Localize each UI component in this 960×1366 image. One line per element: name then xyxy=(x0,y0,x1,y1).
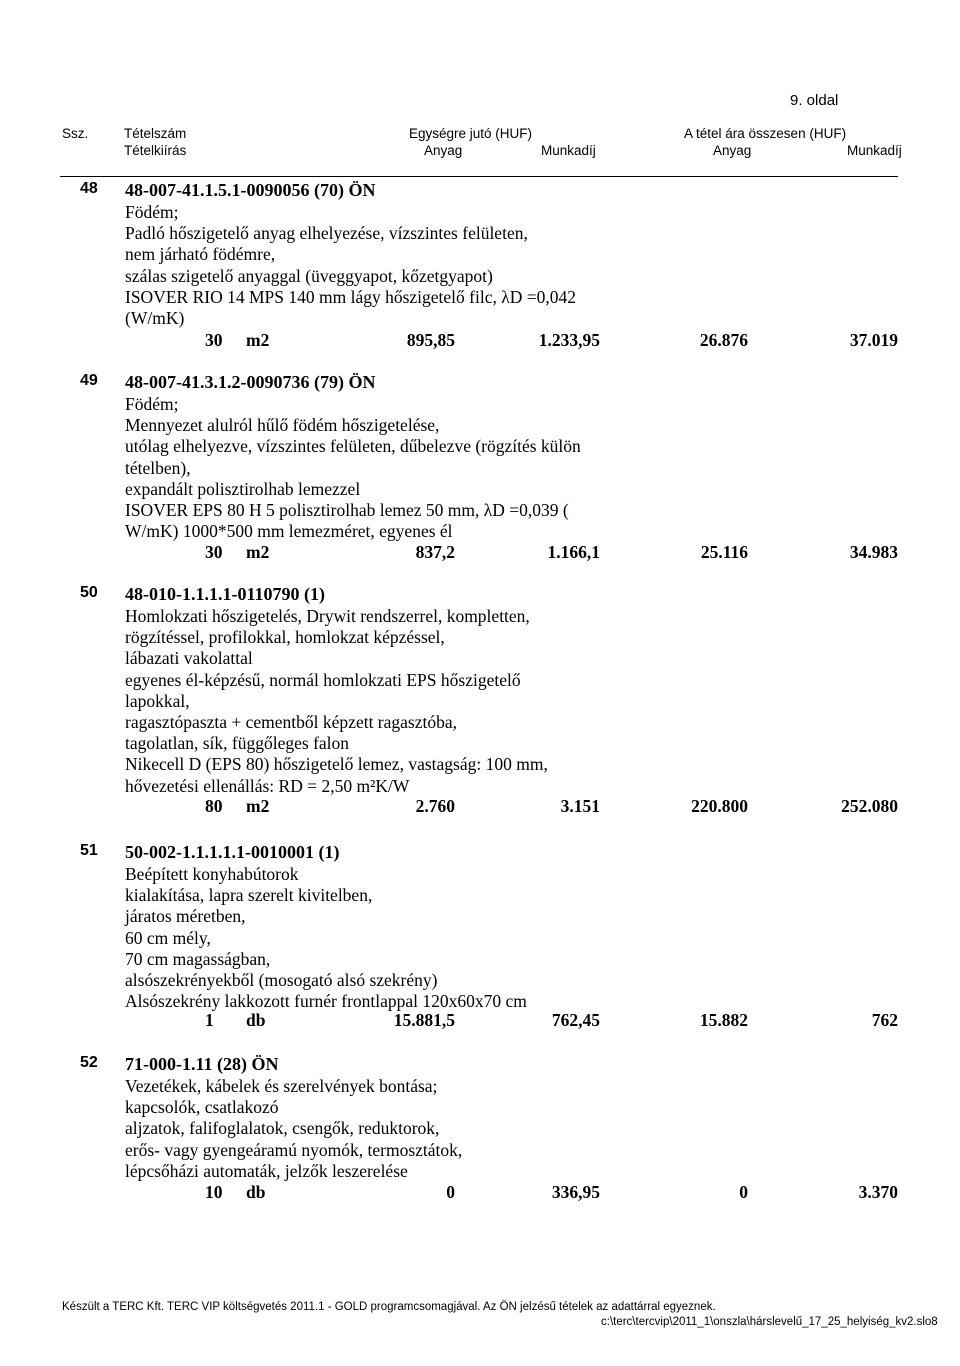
unit-material-price: 2.760 xyxy=(415,796,455,816)
description-line: tételben), xyxy=(125,457,191,478)
item-code: 50-002-1.1.1.1.1-0010001 (1) xyxy=(125,842,340,862)
description-line: expandált polisztirolhab lemezzel xyxy=(125,478,361,499)
description-line: Mennyezet alulról hűlő födém hőszigetelése, xyxy=(125,415,440,436)
unit-labor-price: 762,45 xyxy=(551,1010,600,1030)
item-code: 48-010-1.1.1.1-0110790 (1) xyxy=(125,584,325,604)
unit-material-price: 15.881,5 xyxy=(393,1010,455,1030)
description-line: tagolatlan, sík, függőleges falon xyxy=(125,733,350,754)
item-unit: db xyxy=(246,1182,266,1202)
item-quantity: 80 xyxy=(205,796,223,816)
item-unit: m2 xyxy=(246,330,270,350)
header-anyag-total: Anyag xyxy=(713,143,752,158)
unit-material-price: 895,85 xyxy=(406,330,455,350)
description-line: lépcsőházi automaták, jelzők leszerelése xyxy=(125,1160,408,1181)
item-description xyxy=(125,606,548,797)
total-labor-price: 3.370 xyxy=(858,1182,898,1202)
item-quantity: 30 xyxy=(205,542,223,562)
unit-labor-price: 1.233,95 xyxy=(538,330,600,350)
description-line: járatos méretben, xyxy=(125,906,246,927)
total-material-price: 220.800 xyxy=(691,796,748,816)
item-unit: m2 xyxy=(246,542,270,562)
unit-material-price: 0 xyxy=(446,1182,455,1202)
page-number: 9. oldal xyxy=(790,92,839,109)
unit-labor-price: 1.166,1 xyxy=(547,542,600,562)
header-tetelkiiras: Tételkiírás xyxy=(124,143,187,158)
description-line: nem járható födémre, xyxy=(125,244,276,265)
item-code: 48-007-41.1.5.1-0090056 (70) ÖN xyxy=(125,180,376,200)
item-description xyxy=(125,394,581,542)
total-material-price: 25.116 xyxy=(700,542,748,562)
footer-file-path: c:\terc\tercvip\2011_1\onszla\hárslevelű_17_25_helyiség_kv2.slo8 xyxy=(601,1316,938,1328)
description-line: 60 cm mély, xyxy=(125,927,211,948)
item-quantity: 10 xyxy=(205,1182,223,1202)
total-labor-price: 762 xyxy=(871,1010,898,1030)
description-line: ISOVER EPS 80 H 5 polisztirolhab lemez 50 mm, λD =0,039 ( xyxy=(125,500,569,521)
description-line: alsószekrényekből (mosogató alsó szekrény) xyxy=(125,970,438,991)
item-quantity: 30 xyxy=(205,330,223,350)
header-tetelszam: Tételszám xyxy=(124,126,187,141)
item-description xyxy=(125,1076,462,1182)
description-line: Nikecell D (EPS 80) hőszigetelő lemez, vastagság: 100 mm, xyxy=(125,754,548,775)
item-unit: db xyxy=(246,1010,266,1030)
item-number: 48 xyxy=(80,180,98,197)
description-line: kialakítása, lapra szerelt kivitelben, xyxy=(125,885,373,906)
item-number: 50 xyxy=(80,584,98,601)
description-line: utólag elhelyezve, vízszintes felületen, dűbelezve (rögzítés külön xyxy=(125,436,581,457)
description-line: aljzatok, falifoglalatok, csengők, reduktorok, xyxy=(125,1118,440,1139)
item-unit: m2 xyxy=(246,796,270,816)
footer-note: Készült a TERC Kft. TERC VIP költségvetés 2011.1 - GOLD programcsomagjával. Az ÖN jelzésű tételek az adattárral egyeznek. xyxy=(62,1301,716,1313)
header-munkadij-total: Munkadíj xyxy=(847,143,902,158)
total-material-price: 0 xyxy=(739,1182,748,1202)
item-code: 71-000-1.11 (28) ÖN xyxy=(125,1054,279,1074)
total-labor-price: 252.080 xyxy=(841,796,898,816)
total-material-price: 15.882 xyxy=(699,1010,748,1030)
header-anyag: Anyag xyxy=(424,143,463,158)
description-line: Födém; xyxy=(125,202,179,222)
description-line: ISOVER RIO 14 MPS 140 mm lágy hőszigetelő filc, λD =0,042 xyxy=(125,286,576,307)
description-line: erős- vagy gyengeáramú nyomók, termosztátok, xyxy=(125,1139,463,1160)
item-quantity: 1 xyxy=(205,1010,214,1030)
header-egysegre-juto: Egységre jutó (HUF) xyxy=(409,126,533,141)
unit-labor-price: 3.151 xyxy=(560,796,600,816)
description-line: rögzítéssel, profilokkal, homlokzat képzéssel, xyxy=(125,627,445,648)
item-code: 48-007-41.3.1.2-0090736 (79) ÖN xyxy=(125,372,376,392)
header-ssz: Ssz. xyxy=(62,126,89,141)
description-line: W/mK) 1000*500 mm lemezméret, egyenes él xyxy=(125,521,453,542)
item-number: 49 xyxy=(80,372,98,389)
description-line: (W/mK) xyxy=(125,308,185,329)
description-line: kapcsolók, csatlakozó xyxy=(125,1097,279,1118)
description-line: egyenes él-képzésű, normál homlokzati EPS hőszigetelő xyxy=(125,669,521,690)
total-material-price: 26.876 xyxy=(699,330,748,350)
description-line: Alsószekrény lakkozott furnér frontlappal 120x60x70 cm xyxy=(125,991,527,1012)
description-line: lábazati vakolattal xyxy=(125,648,253,669)
description-line: Homlokzati hőszigetelés, Drywit rendszerrel, kompletten, xyxy=(125,606,530,626)
item-description xyxy=(125,864,527,1012)
description-line: 70 cm magasságban, xyxy=(125,948,271,969)
header-tetel-ara: A tétel ára összesen (HUF) xyxy=(684,126,847,141)
description-line: ragasztópaszta + cementből képzett ragasztóba, xyxy=(125,712,458,733)
unit-material-price: 837,2 xyxy=(415,542,455,562)
unit-labor-price: 336,95 xyxy=(551,1182,600,1202)
header-divider xyxy=(60,176,898,177)
item-description xyxy=(125,202,576,329)
description-line: Beépített konyhabútorok xyxy=(125,864,299,884)
description-line: Födém; xyxy=(125,394,179,414)
item-number: 51 xyxy=(80,842,98,859)
description-line: szálas szigetelő anyaggal (üveggyapot, kőzetgyapot) xyxy=(125,265,493,286)
total-labor-price: 34.983 xyxy=(849,542,898,562)
description-line: Vezetékek, kábelek és szerelvények bontása; xyxy=(125,1076,438,1096)
description-line: lapokkal, xyxy=(125,690,190,711)
item-number: 52 xyxy=(80,1054,98,1071)
description-line: Padló hőszigetelő anyag elhelyezése, vízszintes felületen, xyxy=(125,223,528,244)
total-labor-price: 37.019 xyxy=(849,330,898,350)
description-line: hővezetési ellenállás: RD = 2,50 m²K/W xyxy=(125,775,410,796)
header-munkadij: Munkadíj xyxy=(541,143,596,158)
